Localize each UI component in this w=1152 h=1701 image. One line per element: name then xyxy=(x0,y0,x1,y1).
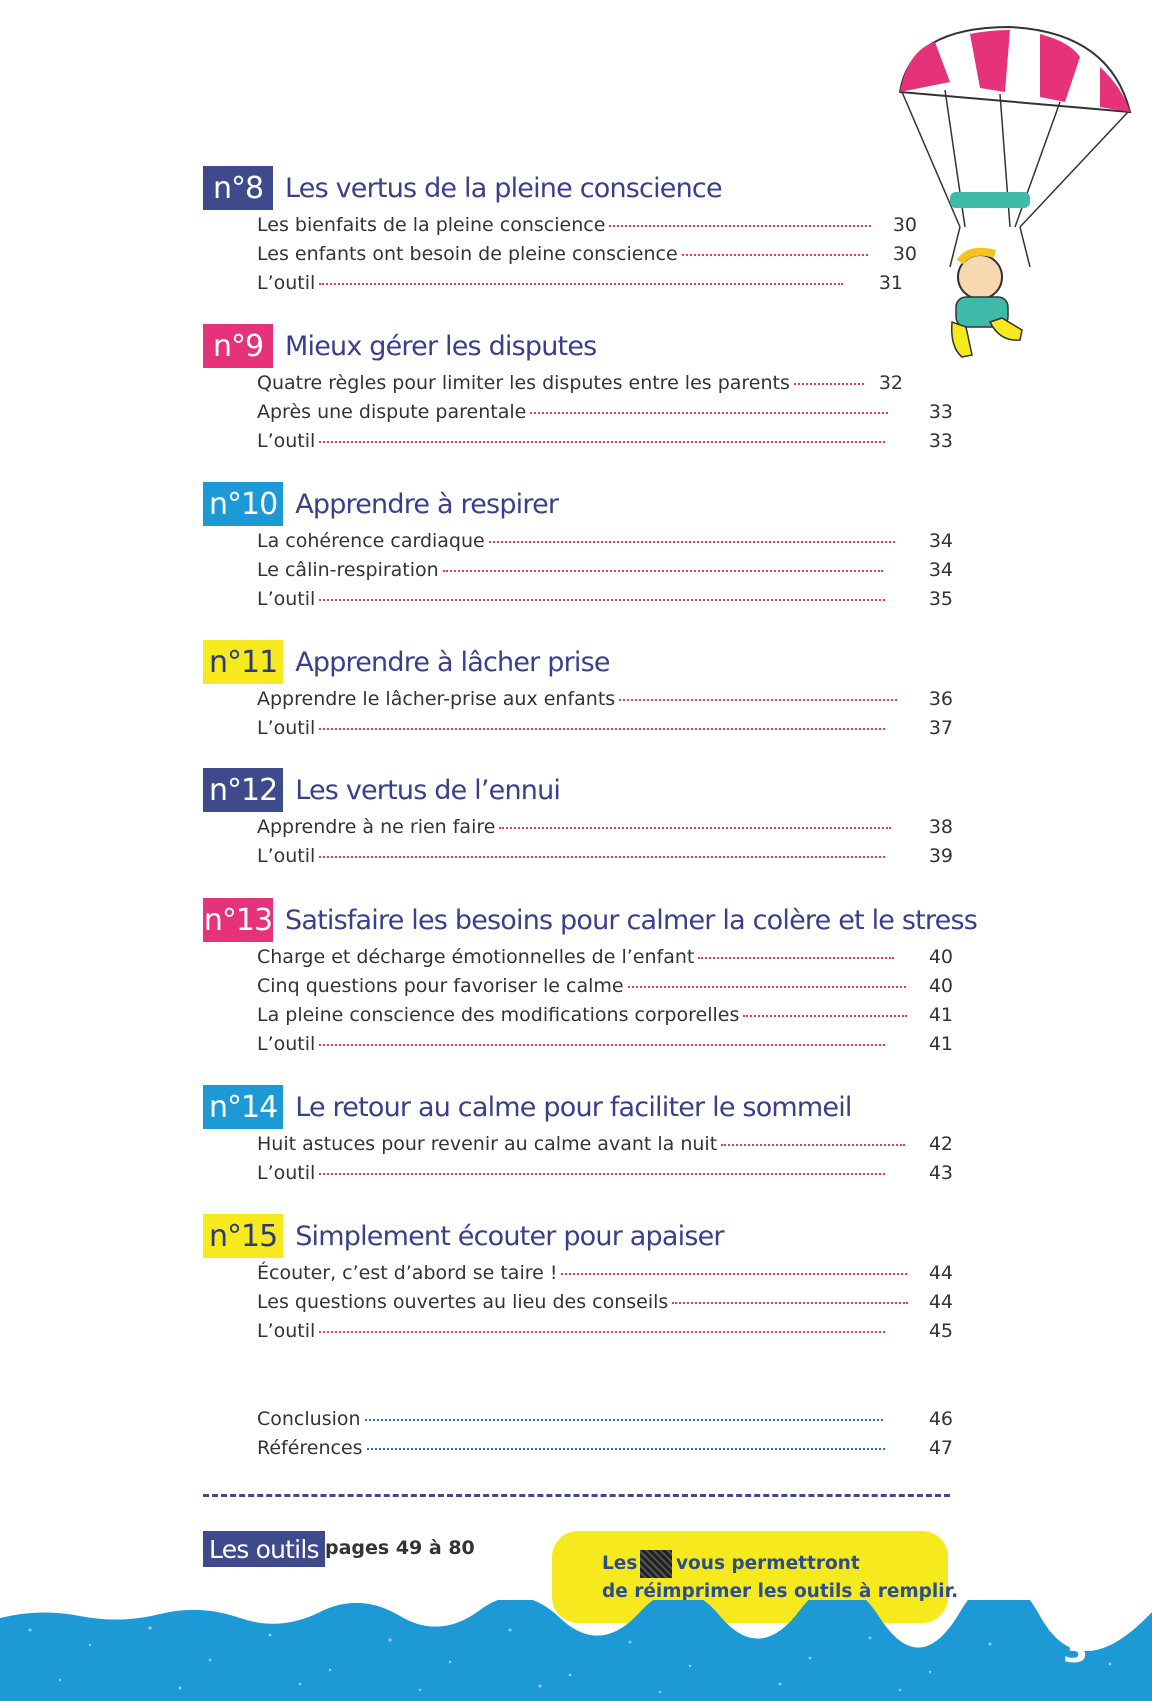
toc-entry-page: 39 xyxy=(928,845,953,867)
toc-entry-page: 46 xyxy=(928,1408,953,1430)
leader-dots xyxy=(530,412,888,414)
leader-dots xyxy=(743,1015,907,1017)
toc-entry[interactable] xyxy=(257,372,953,401)
toc-entry[interactable] xyxy=(257,1291,953,1320)
chapter-number-badge: n°9 xyxy=(203,324,273,368)
leader-dots xyxy=(443,570,883,572)
toc-entry-label: L’outil xyxy=(257,717,316,739)
toc-entry-label: Apprendre à ne rien faire xyxy=(257,816,496,838)
leader-dots xyxy=(499,827,891,829)
chapter-heading xyxy=(203,640,953,684)
toc-entry-label: Conclusion xyxy=(257,1408,361,1430)
chapter-number-badge: n°8 xyxy=(203,166,273,210)
page-number: 3 xyxy=(1062,1630,1088,1671)
leader-dots xyxy=(794,383,864,385)
leader-dots xyxy=(319,283,843,285)
chapter-block xyxy=(203,166,953,301)
leader-dots xyxy=(682,254,868,256)
chapter-title: Mieux gérer les disputes xyxy=(285,330,597,362)
toc-entry-label: Après une dispute parentale xyxy=(257,401,527,423)
toc-entry[interactable] xyxy=(257,243,953,272)
chapter-number-badge: n°13 xyxy=(203,898,273,942)
back-matter xyxy=(203,1408,953,1466)
chapter-block xyxy=(203,324,953,459)
chapter-heading xyxy=(203,898,977,942)
toc-entry-page: 45 xyxy=(928,1320,953,1342)
leader-dots xyxy=(698,957,894,959)
toc-entry-label: La cohérence cardiaque xyxy=(257,530,485,552)
chapter-block xyxy=(203,1214,953,1349)
toc-entry[interactable] xyxy=(257,1262,953,1291)
toc-entry[interactable] xyxy=(257,401,953,430)
chapter-heading xyxy=(203,482,953,526)
toc-entry[interactable] xyxy=(257,1162,953,1191)
chapter-heading xyxy=(203,1214,953,1258)
toc-entry[interactable] xyxy=(257,559,953,588)
chapter-title: Satisfaire les besoins pour calmer la colère et le stress xyxy=(285,904,977,936)
chapter-block xyxy=(203,482,953,617)
toc-entry-label: L’outil xyxy=(257,1162,316,1184)
toc-entry-page: 37 xyxy=(928,717,953,739)
chapter-title: Les vertus de l’ennui xyxy=(295,774,561,806)
leader-dots xyxy=(319,441,885,443)
chapter-heading xyxy=(203,324,953,368)
toc-entry-label: Apprendre le lâcher-prise aux enfants xyxy=(257,688,616,710)
chapter-block xyxy=(203,1085,953,1191)
chapter-number-badge: n°11 xyxy=(203,640,283,684)
chapter-title: Apprendre à lâcher prise xyxy=(295,646,610,678)
dashed-separator xyxy=(203,1494,950,1497)
toc-entry-label: L’outil xyxy=(257,588,316,610)
leader-dots xyxy=(365,1419,883,1421)
chapter-heading xyxy=(203,1085,953,1129)
tools-pages-range: pages 49 à 80 xyxy=(325,1537,475,1559)
toc-entry-label: L’outil xyxy=(257,1320,316,1342)
toc-entry-conclusion[interactable] xyxy=(257,1408,953,1437)
toc-entry-label: Écouter, c’est d’abord se taire ! xyxy=(257,1262,558,1284)
toc-entry[interactable] xyxy=(257,430,953,459)
chapter-title: Apprendre à respirer xyxy=(295,488,559,520)
toc-entry-label: Les enfants ont besoin de pleine conscience xyxy=(257,243,678,265)
toc-entry[interactable] xyxy=(257,272,953,301)
toc-entry-label: Quatre règles pour limiter les disputes entre les parents xyxy=(257,372,790,394)
note-line-2: de réimprimer les outils à remplir. xyxy=(602,1581,959,1602)
qr-code-icon xyxy=(640,1550,672,1578)
chapter-heading xyxy=(203,768,953,812)
leader-dots xyxy=(367,1448,885,1450)
chapter-number-badge: n°15 xyxy=(203,1214,283,1258)
leader-dots xyxy=(319,856,885,858)
toc-entry[interactable] xyxy=(257,1320,953,1349)
chapter-title: Les vertus de la pleine conscience xyxy=(285,172,722,204)
toc-entry[interactable] xyxy=(257,816,953,845)
toc-entry-label: L’outil xyxy=(257,1033,316,1055)
note-word: Les xyxy=(602,1553,638,1574)
toc-entry-label: Le câlin-respiration xyxy=(257,559,439,581)
toc-entry-page: 44 xyxy=(928,1291,953,1313)
toc-entry-label: La pleine conscience des modifications corporelles xyxy=(257,1004,740,1026)
toc-entry[interactable] xyxy=(257,946,953,975)
chapter-block xyxy=(203,768,953,874)
chapter-number-badge: n°14 xyxy=(203,1085,283,1129)
toc-entry[interactable] xyxy=(257,845,953,874)
toc-entry-label: Les questions ouvertes au lieu des conseils xyxy=(257,1291,669,1313)
toc-entry-page: 32 xyxy=(878,372,903,394)
leader-dots xyxy=(319,1173,885,1175)
toc-entry-label: Les bienfaits de la pleine conscience xyxy=(257,214,606,236)
toc-entry-label: L’outil xyxy=(257,845,316,867)
toc-entry-page: 40 xyxy=(928,975,953,997)
toc-entry-page: 30 xyxy=(892,243,917,265)
leader-dots xyxy=(609,225,871,227)
toc-entry-page: 33 xyxy=(928,401,953,423)
chapter-heading xyxy=(203,166,953,210)
toc-entry[interactable] xyxy=(257,975,953,1004)
leader-dots xyxy=(319,1044,885,1046)
leader-dots xyxy=(619,699,897,701)
leader-dots xyxy=(319,728,885,730)
leader-dots xyxy=(319,599,885,601)
leader-dots xyxy=(672,1302,908,1304)
toc-entry-page: 43 xyxy=(928,1162,953,1184)
toc-entry-label: L’outil xyxy=(257,430,316,452)
toc-entry-label: Huit astuces pour revenir au calme avant la nuit xyxy=(257,1133,718,1155)
chapter-block xyxy=(203,640,953,746)
toc-entry-label: L’outil xyxy=(257,272,316,294)
toc-entry[interactable] xyxy=(257,588,953,617)
tools-section-tag: Les outils xyxy=(203,1531,325,1567)
leader-dots xyxy=(319,1331,885,1333)
toc-entry[interactable] xyxy=(257,717,953,746)
toc-entry-page: 33 xyxy=(928,430,953,452)
chapter-block xyxy=(203,898,977,1062)
toc-entry-page: 44 xyxy=(928,1262,953,1284)
toc-entry-page: 40 xyxy=(928,946,953,968)
toc-entry-label: Cinq questions pour favoriser le calme xyxy=(257,975,624,997)
toc-entry-references[interactable] xyxy=(257,1437,953,1466)
chapter-title: Le retour au calme pour faciliter le sommeil xyxy=(295,1091,852,1123)
toc-entry-label: Charge et décharge émotionnelles de l’enfant xyxy=(257,946,695,968)
note-text: vous permettront xyxy=(676,1553,860,1574)
toc-entry-page: 30 xyxy=(892,214,917,236)
toc-entry-page: 42 xyxy=(928,1133,953,1155)
toc-entry[interactable] xyxy=(257,530,953,559)
toc-entry-page: 34 xyxy=(928,530,953,552)
toc-entry[interactable] xyxy=(257,688,953,717)
toc-entry-page: 31 xyxy=(878,272,903,294)
chapter-number-badge: n°10 xyxy=(203,482,283,526)
leader-dots xyxy=(628,986,906,988)
leader-dots xyxy=(561,1273,907,1275)
toc-entry-page: 38 xyxy=(928,816,953,838)
toc-entry-page: 35 xyxy=(928,588,953,610)
leader-dots xyxy=(489,541,895,543)
toc-entry-page: 41 xyxy=(928,1004,953,1026)
toc-entry[interactable] xyxy=(257,1004,953,1033)
toc-entry-page: 41 xyxy=(928,1033,953,1055)
toc-entry-label: Références xyxy=(257,1437,363,1459)
toc-entry-page: 47 xyxy=(928,1437,953,1459)
leader-dots xyxy=(721,1144,905,1146)
toc-entry-page: 36 xyxy=(928,688,953,710)
toc-entry[interactable] xyxy=(257,1033,953,1062)
toc-entry[interactable] xyxy=(257,1133,953,1162)
chapter-title: Simplement écouter pour apaiser xyxy=(295,1220,724,1252)
sea-decoration xyxy=(0,1600,1152,1701)
chapter-number-badge: n°12 xyxy=(203,768,283,812)
toc-entry-page: 34 xyxy=(928,559,953,581)
toc-entry[interactable] xyxy=(257,214,953,243)
